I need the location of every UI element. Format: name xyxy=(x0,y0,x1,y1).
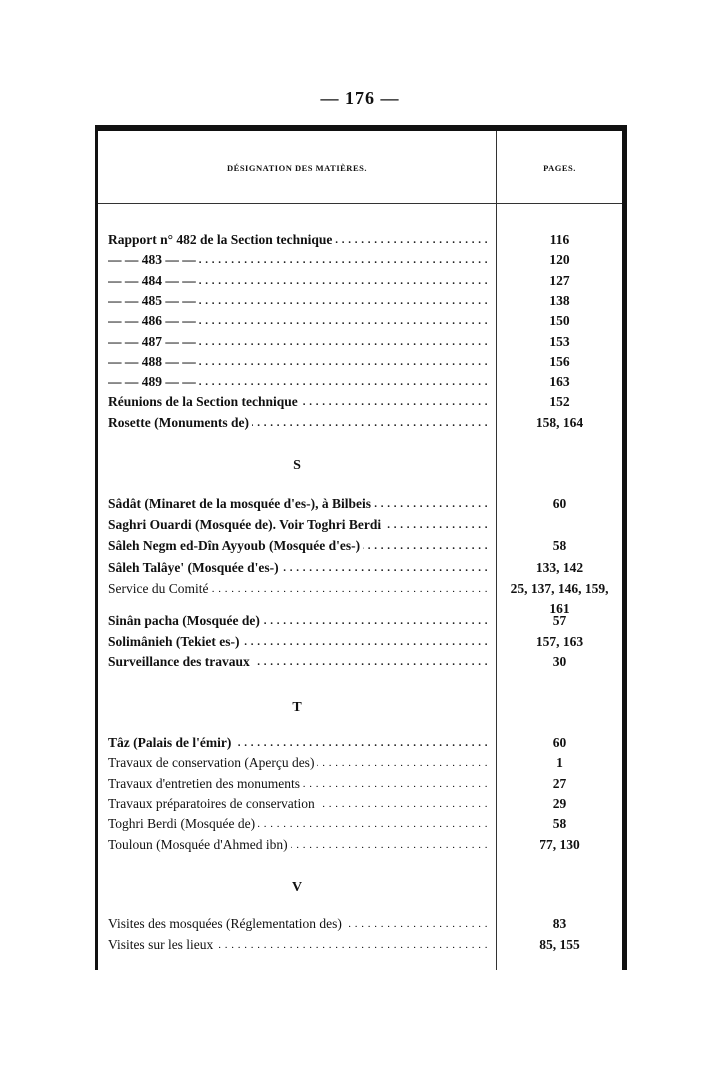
entry-pages: 152 xyxy=(549,394,570,410)
entry-pages: 27 xyxy=(552,775,567,791)
index-row xyxy=(108,352,622,372)
index-row xyxy=(108,311,622,331)
entry-label: Réunions de la Section technique . . . xyxy=(108,392,488,412)
index-row xyxy=(108,914,622,934)
entry-pages: 153 xyxy=(549,333,570,349)
section-letter-t: T xyxy=(292,700,302,715)
entry-label: Sâleh Negm ed-Dîn Ayyoub (Mosquée d'es-) . . . xyxy=(108,536,488,556)
index-row xyxy=(108,494,622,514)
entry-label: — — 487 — — . . . xyxy=(108,332,488,352)
entry-label: Sâdât (Minaret de la mosquée d'es-), à Bilbeis . . . xyxy=(108,494,488,514)
table-frame-left xyxy=(95,125,98,970)
page-number: — 176 — xyxy=(320,88,400,108)
entry-label: Visites sur les lieux . . . xyxy=(108,935,488,955)
header-pages: PAGES. xyxy=(543,163,576,173)
entry-pages: 156 xyxy=(549,353,570,369)
entry-label: Sinân pacha (Mosquée de) . . . xyxy=(108,611,488,631)
entry-pages: 29 xyxy=(552,795,567,811)
entry-label: Saghri Ouardi (Mosquée de). Voir Toghri Berdi . . . xyxy=(108,515,488,535)
entry-label: — — 489 — — . . . xyxy=(108,372,488,392)
entry-label: Sâleh Talâye' (Mosquée d'es-) . . . xyxy=(108,558,488,578)
index-row xyxy=(108,935,622,955)
entry-pages: 150 xyxy=(549,313,570,329)
index-row xyxy=(108,794,622,814)
entry-pages: 163 xyxy=(549,374,570,390)
entry-pages: 85, 155 xyxy=(539,936,580,952)
index-row xyxy=(108,536,622,556)
index-row xyxy=(108,392,622,412)
entry-pages: 157, 163 xyxy=(535,633,584,649)
index-row xyxy=(108,372,622,392)
entry-pages: 133, 142 xyxy=(535,559,584,575)
entry-pages: 120 xyxy=(549,252,570,268)
entry-pages: 116 xyxy=(549,232,570,247)
index-row xyxy=(108,515,622,535)
index-row xyxy=(108,774,622,794)
entry-pages: 57 xyxy=(552,613,567,628)
entry-label: — — 485 — — . . . xyxy=(108,291,488,311)
entry-label: — — 488 — — . . . xyxy=(108,352,488,372)
index-row xyxy=(108,753,622,773)
entry-pages-continued: 161 xyxy=(549,600,570,616)
entry-label: — — 486 — — . . . xyxy=(108,311,488,331)
entry-pages: 83 xyxy=(552,916,567,931)
entry-label: — — 483 — — . . . xyxy=(108,250,488,270)
entry-pages: 58 xyxy=(552,538,567,554)
entry-label: Travaux d'entretien des monuments . . . xyxy=(108,774,488,794)
entry-pages: 60 xyxy=(552,735,567,750)
entry-label: Tâz (Palais de l'émir) . . . xyxy=(108,733,488,753)
index-row xyxy=(108,230,622,250)
index-row xyxy=(108,632,622,652)
index-row xyxy=(108,271,622,291)
index-row xyxy=(108,250,622,270)
header-designation: DÉSIGNATION DES MATIÈRES. xyxy=(227,163,367,173)
index-row xyxy=(108,332,622,352)
entry-pages: 158, 164 xyxy=(535,414,584,430)
entry-label: — — 484 — — . . . xyxy=(108,271,488,291)
entry-pages: 58 xyxy=(552,816,567,832)
entry-label: Solimânieh (Tekiet es-) . . . xyxy=(108,632,488,652)
index-row xyxy=(108,558,622,578)
index-row xyxy=(108,291,622,311)
entry-label: Toghri Berdi (Mosquée de) . . . xyxy=(108,814,488,834)
entry-label: Travaux de conservation (Aperçu des) . . . xyxy=(108,753,488,773)
index-row xyxy=(108,733,622,753)
entry-pages: 1 xyxy=(556,755,563,771)
index-row xyxy=(108,579,622,616)
entry-label: Rapport n° 482 de la Section technique . . . xyxy=(108,230,488,250)
entry-pages: 30 xyxy=(552,654,567,669)
table-frame-top xyxy=(95,125,627,131)
header-rule xyxy=(98,203,622,204)
index-row xyxy=(108,814,622,834)
entry-pages: 25, 137, 146, 159, xyxy=(510,580,609,596)
entry-pages: 60 xyxy=(552,496,567,511)
entry-label: Service du Comité . . . xyxy=(108,579,488,599)
index-row xyxy=(108,835,622,855)
entry-label: Touloun (Mosquée d'Ahmed ibn) . . . xyxy=(108,835,488,855)
entry-label: Rosette (Monuments de) . . . xyxy=(108,413,488,433)
index-row xyxy=(108,652,622,672)
entry-pages: 77, 130 xyxy=(539,836,580,852)
index-row xyxy=(108,611,622,631)
entry-pages: 138 xyxy=(549,292,570,308)
section-letter-s: S xyxy=(293,458,301,473)
entry-label: Travaux préparatoires de conservation . . . xyxy=(108,794,488,814)
entry-pages: 127 xyxy=(549,272,570,288)
index-row xyxy=(108,413,622,433)
entry-label: Surveillance des travaux . . . xyxy=(108,652,488,672)
section-letter-v: V xyxy=(291,880,303,895)
entry-label: Visites des mosquées (Réglementation des) . . . xyxy=(108,914,488,934)
table-frame-right xyxy=(622,125,627,970)
